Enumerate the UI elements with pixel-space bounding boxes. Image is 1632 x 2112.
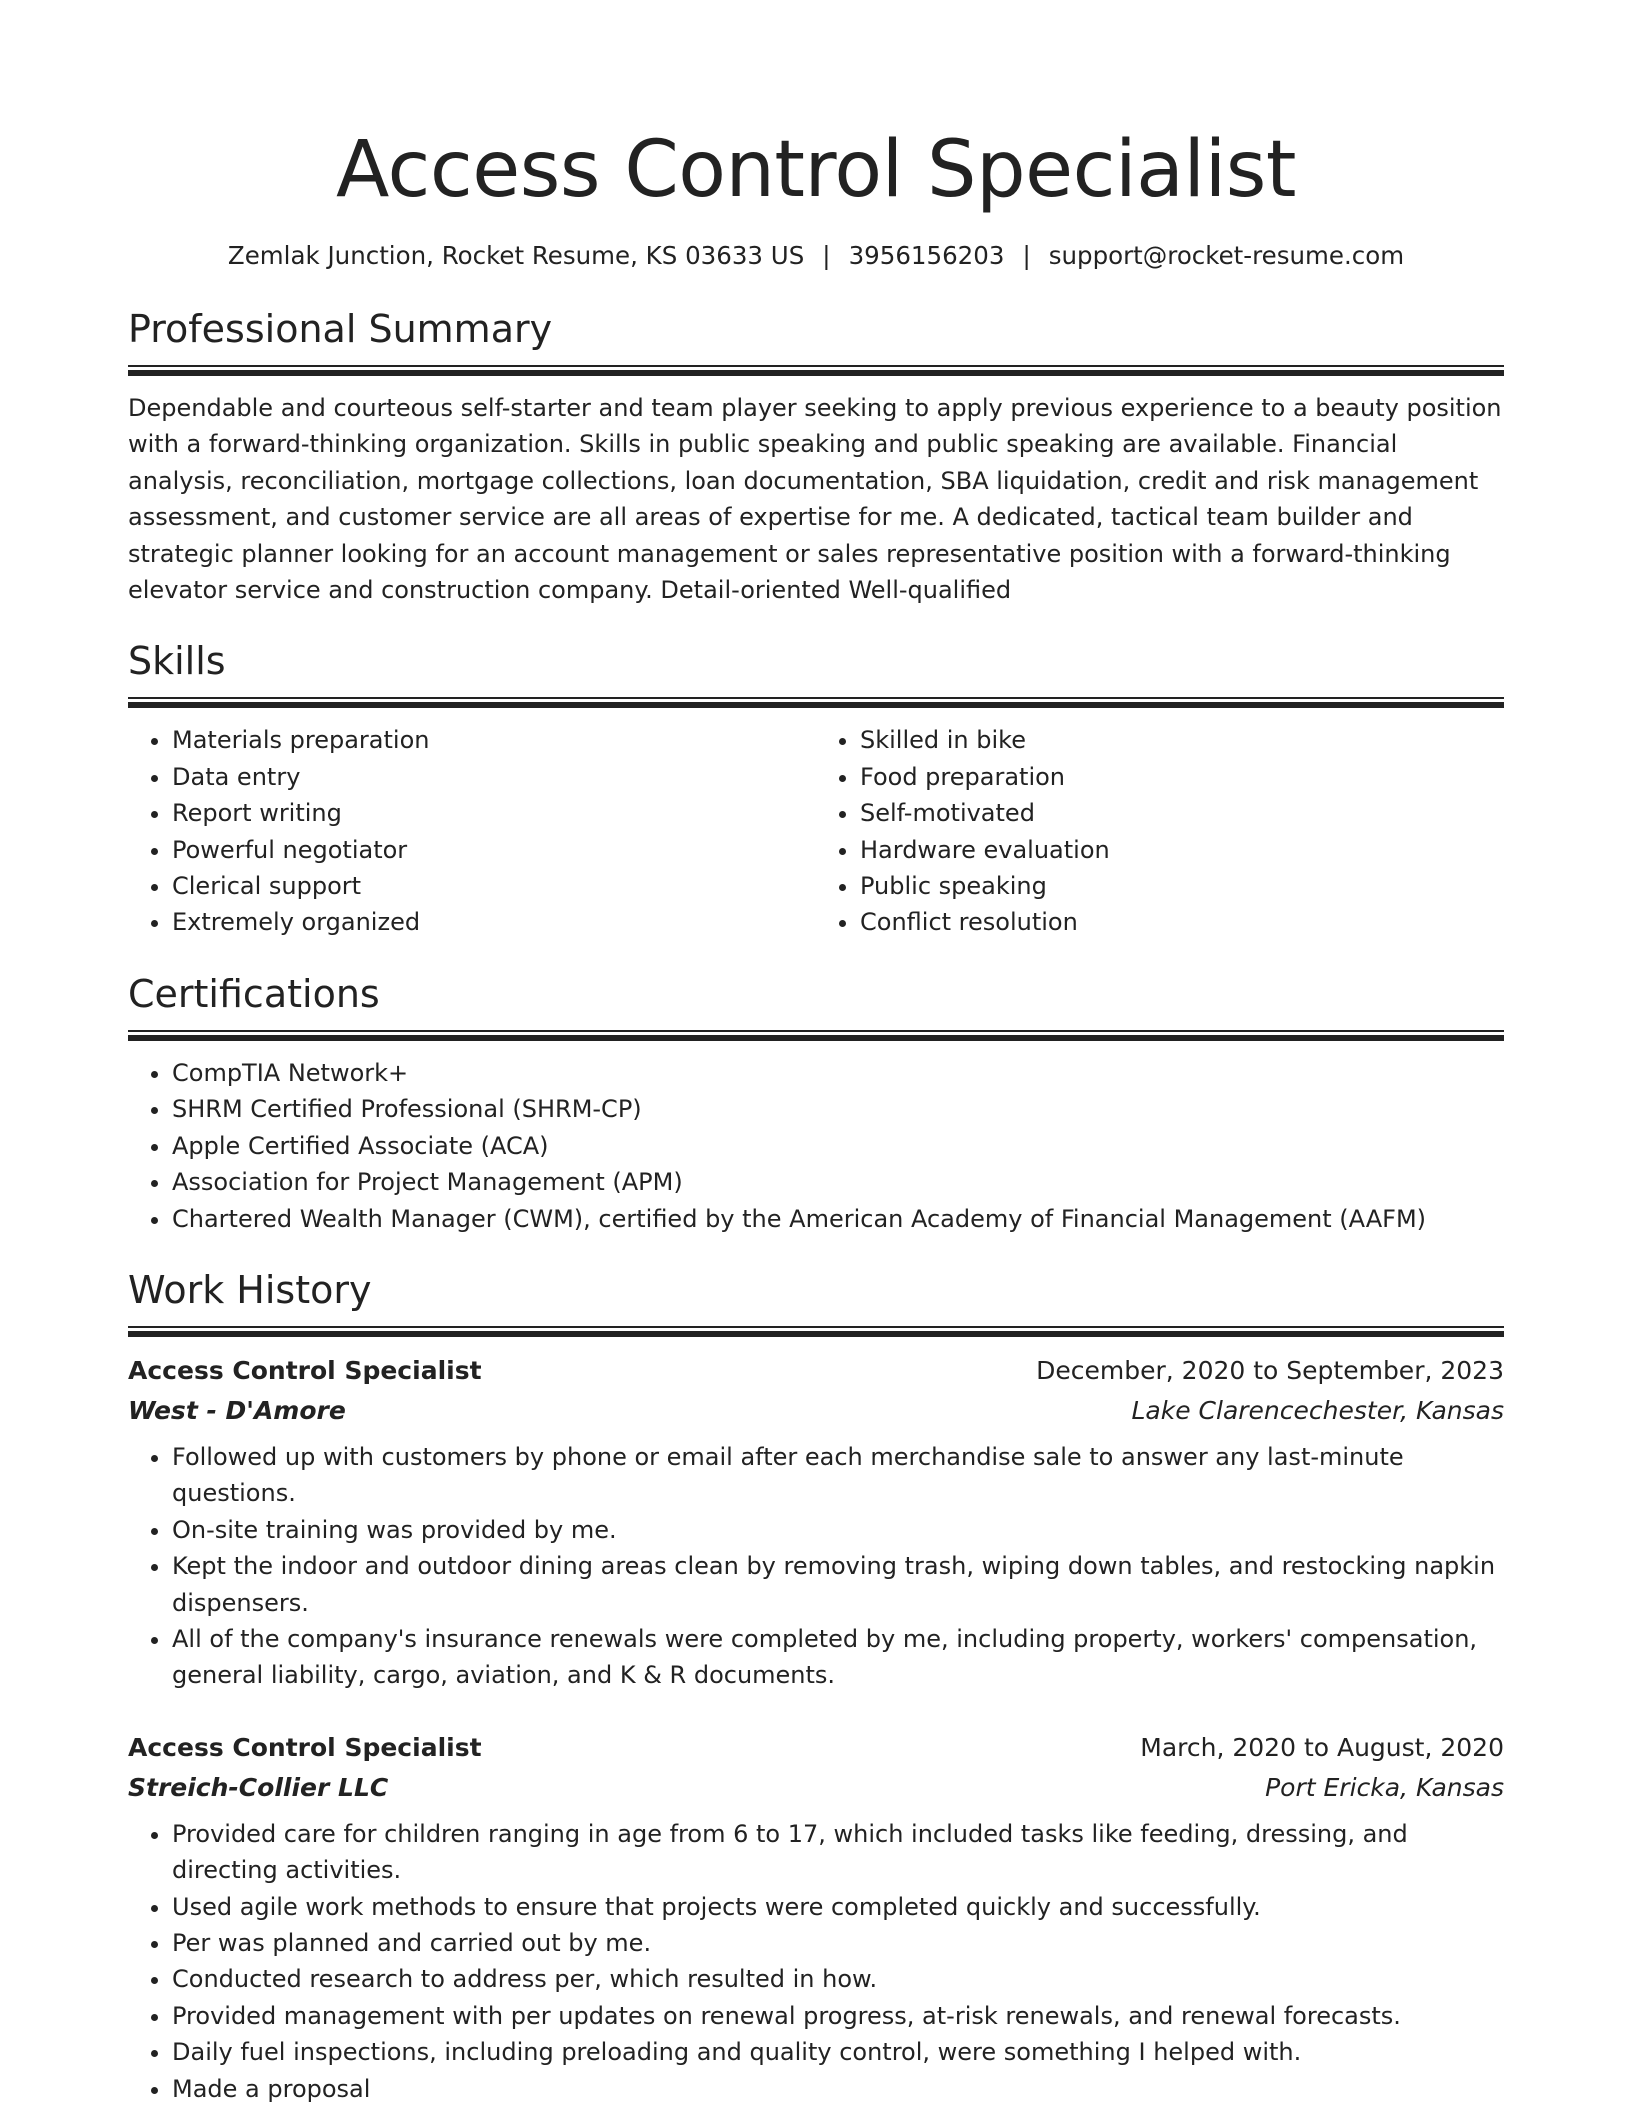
skill-item: • Food preparation	[860, 759, 1504, 795]
skill-item: • Hardware evaluation	[860, 832, 1504, 868]
job-company: Streich-Collier LLC	[128, 1772, 389, 1802]
contact-phone: 3956156203	[848, 241, 1005, 270]
job-bullet: • Followed up with customers by phone or email after each merchandise sale to answer any last-minute questions.	[172, 1439, 1504, 1512]
skill-item: • Clerical support	[172, 868, 816, 904]
section-divider	[128, 365, 1504, 376]
job-bullet: • Provided management with per updates on renewal progress, at-risk renewals, and renewal forecasts.	[172, 1998, 1504, 2034]
skills-list-left	[128, 722, 816, 940]
skill-item: • Data entry	[172, 759, 816, 795]
job-title: Access Control Specialist	[128, 1355, 482, 1385]
summary-heading: Professional Summary	[128, 307, 553, 351]
certification-item: • CompTIA Network+	[172, 1055, 1504, 1091]
job-bullets	[128, 1816, 1504, 2107]
job-bullet: • Per was planned and carried out by me.	[172, 1925, 1504, 1961]
job-bullets	[128, 1439, 1504, 1694]
job-company-row	[128, 1768, 1504, 1808]
skill-item: • Powerful negotiator	[172, 832, 816, 868]
skills-section	[128, 637, 1504, 940]
certifications-list	[128, 1055, 1504, 1237]
resume-name: Access Control Specialist	[336, 125, 1296, 215]
job-bullet: • Used agile work methods to ensure that projects were completed quickly and successfully.	[172, 1889, 1504, 1925]
job-header-row	[128, 1351, 1504, 1391]
certification-item: • Association for Project Management (APM)	[172, 1164, 1504, 1200]
certification-item: • SHRM Certified Professional (SHRM-CP)	[172, 1091, 1504, 1127]
summary-text: Dependable and courteous self-starter and team player seeking to apply previous experience to a beauty position with a forward-thinking organization. Skills in public speaking and public speaking are available. Financial analysis, reconciliation, mortgage collections, loan documentation, SBA liquidation, credit and risk management assessment, and customer service are all areas of expertise for me. A dedicated, tactical team builder and strategic planner looking for an account management or sales representative position with a forward-thinking elevator service and construction company. Detail-oriented Well-qualified	[128, 394, 1502, 605]
job-title: Access Control Specialist	[128, 1732, 482, 1762]
job-company: West - D'Amore	[128, 1395, 346, 1425]
job-dates: December, 2020 to September, 2023	[1036, 1355, 1504, 1385]
certifications-section	[128, 970, 1504, 1237]
job-location: Port Ericka, Kansas	[1265, 1772, 1504, 1802]
contact-separator: |	[822, 241, 831, 270]
skill-item: • Materials preparation	[172, 722, 816, 758]
job-bullet: • Made a proposal	[172, 2071, 1504, 2107]
job-header-row	[128, 1728, 1504, 1768]
job-bullet: • Conducted research to address per, which resulted in how.	[172, 1961, 1504, 1997]
job-dates: March, 2020 to August, 2020	[1140, 1732, 1504, 1762]
skill-item: • Self-motivated	[860, 795, 1504, 831]
job-company-row	[128, 1391, 1504, 1431]
skill-item: • Report writing	[172, 795, 816, 831]
contact-line	[128, 240, 1504, 272]
certification-item: • Apple Certified Associate (ACA)	[172, 1128, 1504, 1164]
work-history-section	[128, 1266, 1504, 2107]
job-entry	[128, 1351, 1504, 1694]
section-divider	[128, 697, 1504, 708]
section-divider	[128, 1030, 1504, 1041]
certification-item: • Chartered Wealth Manager (CWM), certified by the American Academy of Financial Management (AAFM)	[172, 1201, 1504, 1237]
skill-item: • Skilled in bike	[860, 722, 1504, 758]
skill-item: • Conflict resolution	[860, 904, 1504, 940]
skills-grid	[128, 722, 1504, 940]
contact-email[interactable]: support@rocket-resume.com	[1048, 241, 1405, 270]
section-divider	[128, 1326, 1504, 1337]
summary-section	[128, 305, 1504, 608]
job-entry	[128, 1728, 1504, 2107]
job-bullet: • On-site training was provided by me.	[172, 1512, 1504, 1548]
skills-heading: Skills	[128, 639, 226, 684]
job-bullet: • Provided care for children ranging in age from 6 to 17, which included tasks like feeding, dressing, and directing activities.	[172, 1816, 1504, 1889]
job-bullet: • Daily fuel inspections, including preloading and quality control, were something I helped with.	[172, 2034, 1504, 2070]
work-history-heading: Work History	[128, 1267, 372, 1312]
contact-separator: |	[1022, 241, 1031, 270]
job-location: Lake Clarencechester, Kansas	[1131, 1395, 1504, 1425]
job-bullet: • All of the company's insurance renewals were completed by me, including property, workers' compensation, general liability, cargo, aviation, and K & R documents.	[172, 1621, 1504, 1694]
skills-list-right	[816, 722, 1504, 940]
contact-address: Zemlak Junction, Rocket Resume, KS 03633 US	[227, 241, 805, 270]
skill-item: • Public speaking	[860, 868, 1504, 904]
skill-item: • Extremely organized	[172, 904, 816, 940]
certifications-heading: Certifications	[128, 971, 380, 1016]
job-bullet: • Kept the indoor and outdoor dining areas clean by removing trash, wiping down tables, and restocking napkin dispensers.	[172, 1548, 1504, 1621]
